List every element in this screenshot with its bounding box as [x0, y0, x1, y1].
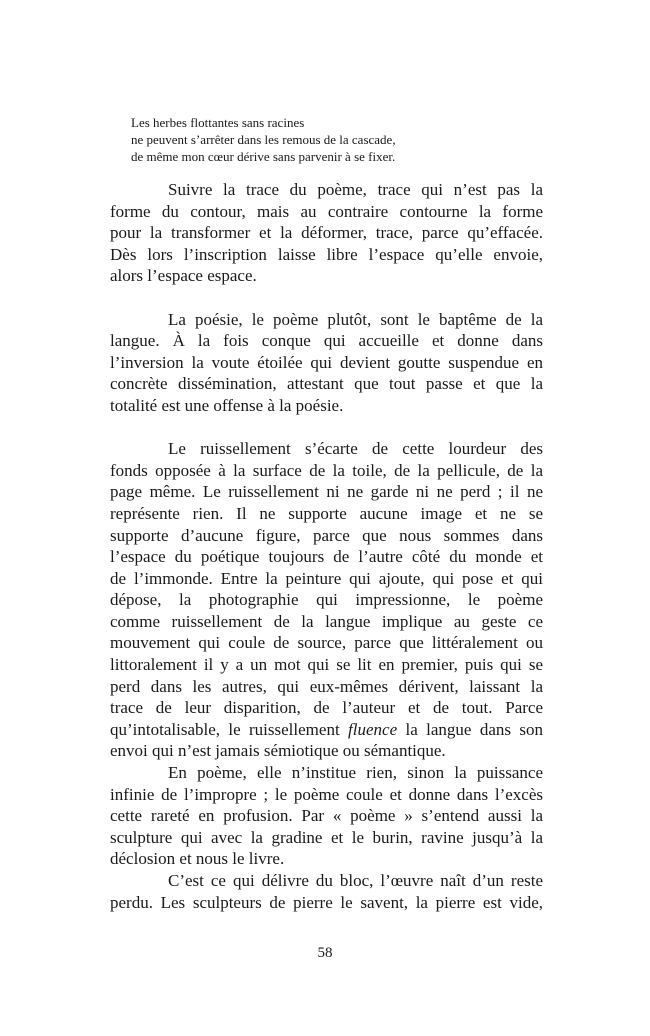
text-line: cette rareté en profusion. Par « poème » s’entend aussi la	[110, 806, 543, 826]
page-number: 58	[317, 945, 333, 961]
text-line: La poésie, le poème plutôt, sont le baptême de la	[168, 309, 543, 329]
paragraph	[110, 870, 543, 913]
text-line: concrète dissémination, attestant que tout passe et que la	[110, 374, 543, 394]
text-line: mouvement qui coule de source, parce que littéralement ou	[110, 633, 543, 653]
epigraph-line: de même mon cœur dérive sans parvenir à se fixer.	[131, 149, 396, 164]
text-line: forme du contour, mais au contraire contourne la forme	[110, 201, 543, 221]
text-line: perdu. Les sculpteurs de pierre le savent, la pierre est vide,	[110, 892, 543, 912]
text-segment: la langue dans son	[397, 719, 543, 739]
text-line: totalité est une offense à la poésie.	[110, 395, 344, 415]
text-line: l’inversion la voute étoilée qui devient goutte suspendue en	[110, 352, 543, 372]
text-line: supporte d’aucune figure, parce que nous sommes dans	[110, 525, 543, 545]
text-segment: qu’intotalisable, le ruissellement	[110, 719, 349, 739]
text-line: En poème, elle n’institue rien, sinon la puissance	[168, 763, 543, 783]
text-line: déclosion et nous le livre.	[110, 849, 285, 869]
text-line: dépose, la photographie qui impressionne, le poème	[110, 590, 543, 610]
paragraph	[110, 179, 543, 287]
text-line	[110, 719, 543, 741]
text-line: sculpture qui avec la gradine et le burin, ravine jusqu’à la	[110, 827, 543, 847]
paragraph	[110, 762, 543, 870]
text-line: envoi qui n’est jamais sémiotique ou sémantique.	[110, 741, 446, 761]
epigraph-line: Les herbes flottantes sans racines	[131, 115, 305, 130]
epigraph-line: ne peuvent s’arrêter dans les remous de la cascade,	[131, 132, 396, 147]
text-line: fonds opposée à la surface de la toile, de la pellicule, de la	[110, 460, 543, 480]
text-line: perd dans les autres, qui eux-mêmes dérivent, laissant la	[110, 676, 543, 696]
text-line: langue. À la fois conque qui accueille et donne dans	[110, 331, 543, 351]
paragraph	[110, 438, 543, 762]
text-line: représente rien. Il ne supporte aucune image et ne se	[110, 503, 543, 523]
text-line: Dès lors l’inscription laisse libre l’espace qu’elle envoie,	[110, 244, 543, 264]
text-line: de l’immonde. Entre la peinture qui ajoute, qui pose et qui	[110, 568, 543, 588]
epigraph	[131, 114, 396, 165]
body-text	[110, 179, 543, 913]
text-line: C’est ce qui délivre du bloc, l’œuvre naît d’un reste	[168, 871, 543, 890]
paragraph	[110, 309, 543, 417]
text-line: comme ruissellement de la langue implique au geste ce	[110, 611, 543, 631]
text-line: l’espace du poétique toujours de l’autre côté du monde et	[110, 547, 543, 567]
text-line: pour la transformer et la déformer, trace, parce qu’effacée.	[110, 223, 543, 243]
text-line: alors l’espace espace.	[110, 266, 257, 286]
text-line: littoralement il y a un mot qui se lit en premier, puis qui se	[110, 655, 543, 675]
text-line: infinie de l’impropre ; le poème coule et donne dans l’excès	[110, 784, 543, 804]
text-line: Suivre la trace du poème, trace qui n’est pas la	[168, 180, 543, 199]
text-line: trace de leur disparition, de l’auteur et de tout. Parce	[110, 698, 543, 718]
text-line: Le ruissellement s’écarte de cette lourdeur des	[168, 439, 543, 459]
text-line: page même. Le ruissellement ni ne garde ni ne perd ; il ne	[110, 482, 543, 502]
italic-word: fluence	[348, 719, 398, 739]
